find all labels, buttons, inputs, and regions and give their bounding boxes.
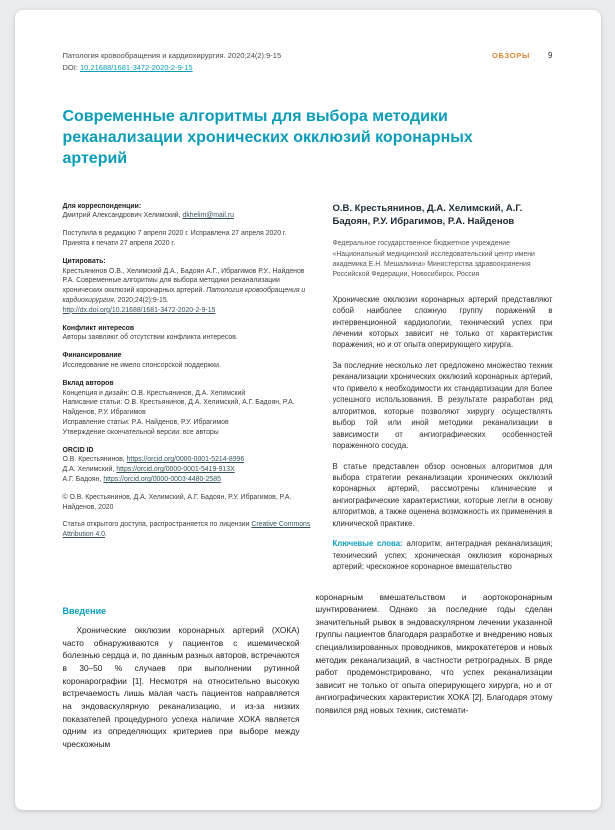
keywords-label: Ключевые слова:: [332, 539, 407, 549]
orcid-name: А.Г. Бадоян,: [62, 475, 104, 483]
authors-line: О.В. Крестьянинов, Д.А. Хелимский, А.Г. Бадоян, Р.У. Ибрагимов, Р.А. Найденов: [332, 202, 523, 228]
orcid-row: [63, 465, 311, 475]
citation-text: [63, 267, 311, 306]
journal-citation: Патология кровообращения и кардиохирургия. 2020;24(2):9-15: [62, 51, 282, 60]
journal-info: [63, 50, 282, 73]
article-summary-column: [333, 202, 553, 573]
cite-authors: Крестьянинов О.В., Хелимский Д.А., Бадоян А.Г., Ибрагимов Р.У., Найденов Р.А. Современные алгоритмы для выбора методики реканализации хронических окклюзий коронарных артерий.: [62, 267, 305, 295]
orcid-link[interactable]: https://orcid.org/0000-0001-5419-913X: [116, 466, 235, 474]
license-link[interactable]: Creative Commons Attribution 4.0: [62, 521, 311, 539]
funding-label: Финансирование: [62, 352, 122, 360]
cite-issue: 2020;24(2):9-15.: [115, 297, 169, 305]
affiliation: Федеральное государственное бюджетное учреждение «Национальный медицинский исследовательский центр имени академика Е.Н. Мешалкина» Министерства здравоохранения Российской Федерации, Новосибирск, Россия: [332, 240, 535, 279]
conflict-text: Авторы заявляют об отсутствии конфликта интересов.: [62, 334, 238, 342]
contribution-label: Вклад авторов: [62, 379, 114, 387]
orcid-link[interactable]: https://orcid.org/0000-0001-5214-8996: [126, 456, 245, 464]
copyright-line: © О.В. Крестьянинов, Д.А. Хелимский, А.Г. Бадоян, Р.У. Ибрагимов, Р.А. Найденов, 2020: [62, 493, 292, 511]
orcid-row: [63, 455, 311, 465]
body-text-columns: [63, 591, 553, 751]
funding-block: [63, 351, 311, 371]
page-header: [63, 50, 553, 73]
conflict-block: [63, 324, 311, 344]
orcid-label: ORCID ID: [62, 446, 94, 454]
correspondence-name: Дмитрий Александрович Хелимский,: [62, 212, 183, 220]
abstract-paragraph: В статье представлен обзор основных алгоритмов для выбора стратегии реканализации хронических окклюзий коронарных артерий, рассмотрены клинические и ангиографические характеристики, которые легли в основу алгоритмов, а также оценена возможность их применения в клинической практике.: [332, 461, 553, 528]
article-head-grid: [63, 202, 553, 573]
contribution-line: Концепция и дизайн: О.В. Крестьянинов, Д.А. Хелимский: [62, 389, 246, 397]
abstract-paragraph: Хронические окклюзии коронарных артерий представляют собой наиболее сложную группу поражений в интервенционной кардиологии, технический успех при лечении которых зависит не только от характеристик поражения, но и от опыта оперирующего хирурга.: [332, 294, 553, 350]
body-column-left: [63, 591, 300, 751]
contribution-line: Написание статьи: О.В. Крестьянинов, Д.А. Хелимский, А.Г. Бадоян, Р.А. Найденов, Р.У. Ибрагимов: [62, 399, 295, 417]
intro-paragraph-right: коронарным вмешательством и аортокоронарным шунтированием. Однако за последние годы сделан значительный рывок в эндоваскулярном лечении указанной группы пациентов благодаря разработке и внедрению новых специализированных проводников, микрокатетеров и новых методик реканализаций, в частности ретроградных. В ряде работ продемонстрировано, что успех реканализации зависит не только от опыта оперирующего хирурга, но и от ангиографических характеристик ХОКА [2]. Благодаря этому появился ряд новых техник, системати-: [315, 591, 553, 716]
contribution-block: [63, 379, 311, 438]
dates-block: Поступила в редакцию 7 апреля 2020 г. Исправлена 27 апреля 2020 г. Принята к печати 27 апреля 2020 г.: [62, 230, 287, 248]
license-tail: .: [105, 531, 107, 539]
cite-journal-italic: Патология кровообращения и кардиохирургия.: [62, 287, 306, 305]
abstract-paragraph: За последние несколько лет предложено множество техник реканализации хронических окклюзий коронарных артерий, что привело к необходимости их стандартизации для более успешного использования. В результате разработан ряд алгоритмов, которые позволяют хирургу осуществлять выбор той или иной методики реканализации в зависимости от ангиографических особенностей пораженного сосуда.: [332, 360, 553, 451]
orcid-block: [63, 446, 311, 485]
section-label: ОБЗОРЫ: [491, 51, 531, 60]
cite-label: Цитировать:: [62, 257, 106, 265]
doi-link[interactable]: 10.21688/1681-3472-2020-2-9-15: [80, 62, 193, 72]
article-title: Современные алгоритмы для выбора методики реканализации хронических окклюзий коронарных артерий: [62, 108, 473, 167]
journal-page: [15, 10, 601, 810]
header-right: [492, 50, 553, 62]
conflict-label: Конфликт интересов: [62, 324, 135, 332]
article-meta-column: [63, 202, 311, 573]
contribution-line: Утверждение окончательной версии: все авторы: [62, 428, 219, 436]
correspondence-email-link[interactable]: dkhelim@mail.ru: [182, 212, 234, 220]
correspondence-block: [63, 202, 311, 222]
citation-doi-link[interactable]: http://dx.doi.org/10.21688/1681-3472-2020-2-9-15: [62, 306, 216, 314]
correspondence-label: Для корреспонденции:: [62, 202, 142, 210]
license-text: Статья открытого доступа, распространяется по лицензии: [62, 521, 252, 529]
keywords-text: алгоритм; антеградная реканализация; технический успех; хроническая окклюзия коронарных артерий; чрескожное коронарное вмешательство: [332, 539, 553, 572]
doi-prefix: DOI:: [62, 62, 81, 72]
correspondence-line: [63, 211, 311, 221]
introduction-heading: Введение: [62, 605, 107, 616]
orcid-row: [63, 475, 311, 485]
page-number: 9: [548, 51, 553, 60]
keywords: [333, 538, 553, 572]
contribution-line: Исправление статьи: Р.А. Найденов, Р.У. Ибрагимов: [62, 418, 229, 426]
orcid-name: О.В. Крестьянинов,: [62, 456, 127, 464]
intro-paragraph-left: Хронические окклюзии коронарных артерий (ХОКА) часто обнаруживаются у пациентов с ишемической болезнью сердца и, по данным разных авторов, встречаются в 30–50 % случаев при выполнении рутинной коронарографии [1]. Несмотря на относительно высокую встречаемость лишь малая часть пациентов направляется на эндоваскулярную реканализацию, и из-за низких показателей процедурного успеха наличие ХОКА является одним из определяющих критериев при выборе между чрескожным: [62, 625, 300, 749]
doi-line: [63, 62, 282, 74]
funding-text: Исследование не имело спонсорской поддержки.: [62, 362, 221, 369]
citation-block: [63, 257, 311, 316]
orcid-link[interactable]: https://orcid.org/0000-0003-4480-2585: [103, 475, 221, 483]
orcid-name: Д.А. Хелимский,: [62, 466, 117, 474]
license-block: [63, 520, 311, 540]
body-column-right: [316, 591, 553, 751]
